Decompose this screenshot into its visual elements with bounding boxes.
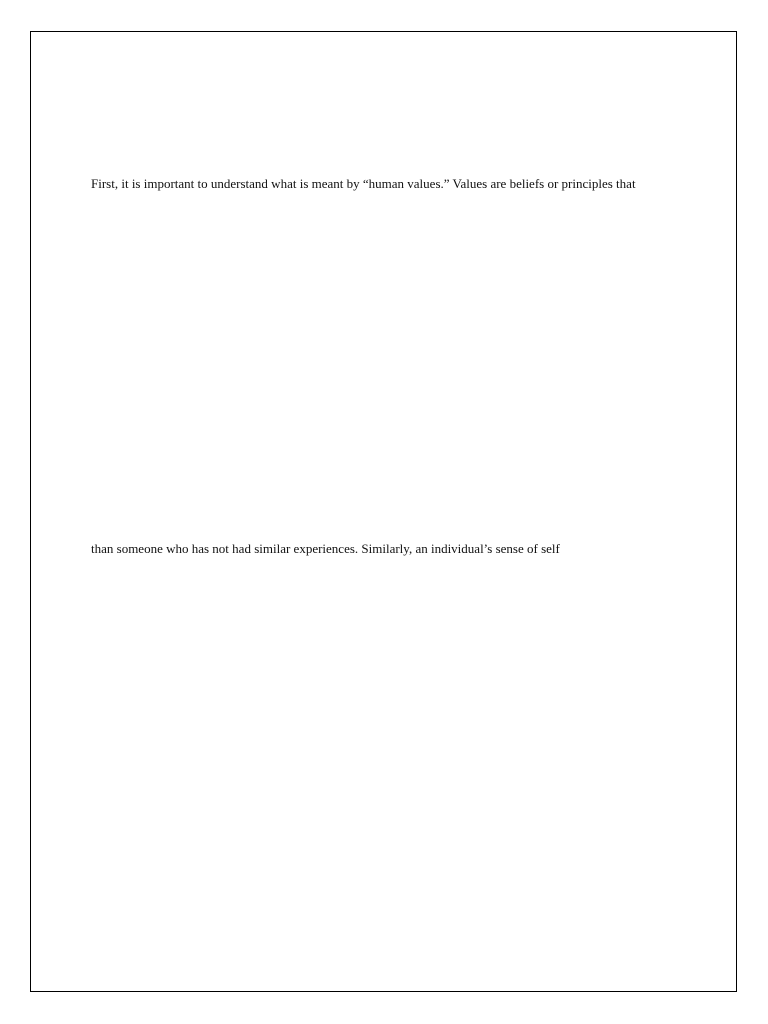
document-page — [30, 31, 737, 992]
text-line: First, it is important to understand what is meant by “human values.” Values are beliefs or principles that — [91, 176, 636, 191]
text-line: than someone who has not had similar experiences. Similarly, an individual’s sense of self — [91, 541, 560, 556]
